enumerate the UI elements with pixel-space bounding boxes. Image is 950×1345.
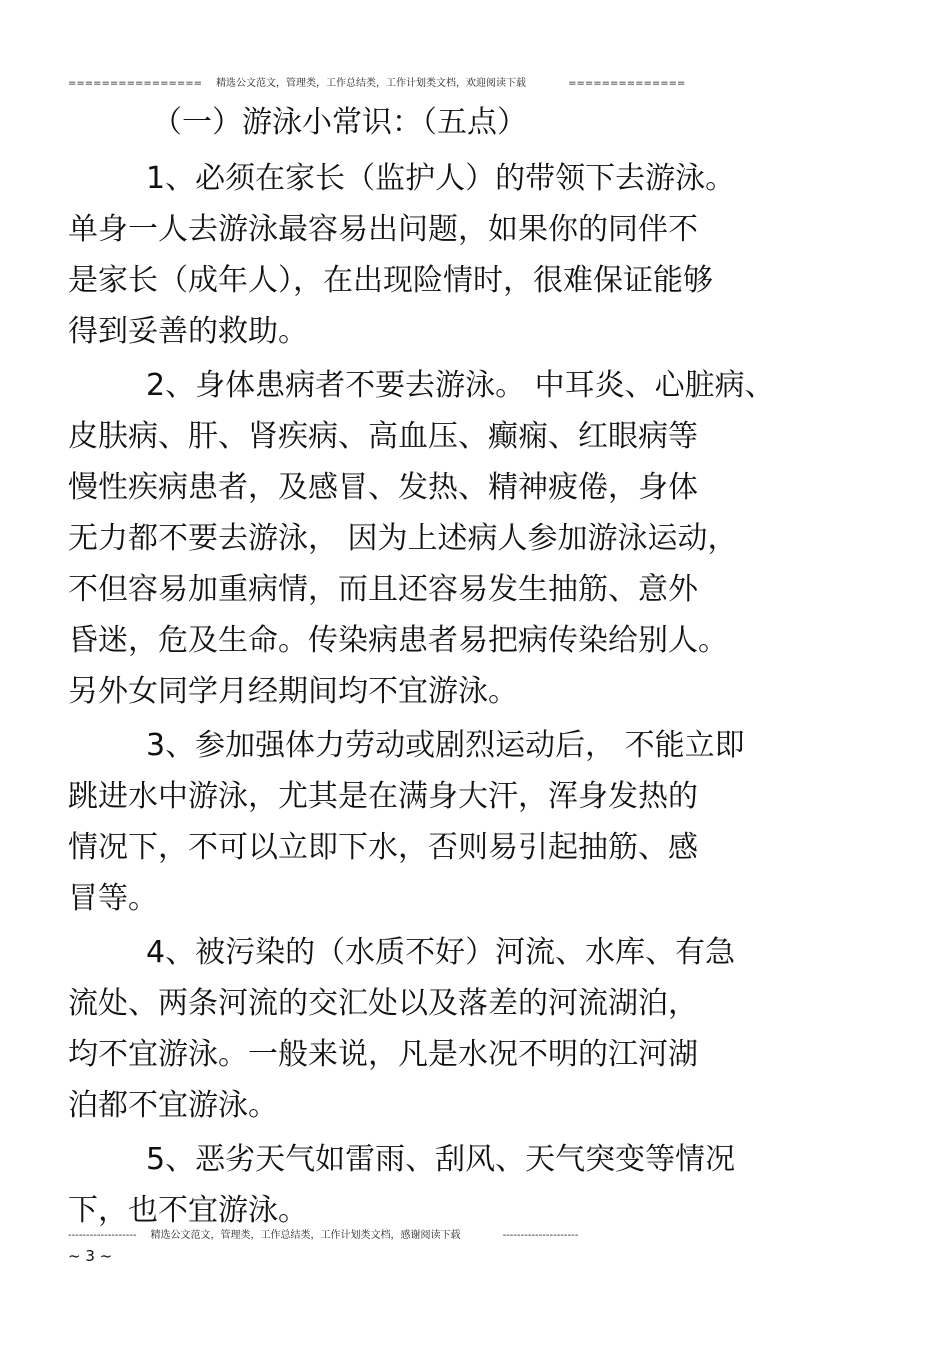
paragraph-line: 泊都不宜游泳。 [68, 1088, 278, 1123]
paragraph-line: 下，也不宜游泳。 [68, 1193, 308, 1228]
paragraph-line: 得到妥善的救助。 [68, 314, 308, 349]
paragraph-line: 3、参加强体力劳动或剧烈运动后， 不能立即 [146, 728, 745, 763]
page-number: ~ 3 ~ [68, 1247, 113, 1265]
paragraph-line: 跳进水中游泳，尤其是在满身大汗，浑身发热的 [68, 779, 698, 814]
paragraph-line: 1、必须在家长（监护人）的带领下去游泳。 [146, 161, 736, 196]
paragraph-line: 情况下，不可以立即下水，否则易引起抽筋、感 [68, 830, 698, 865]
paragraph-line: 另外女同学月经期间均不宜游泳。 [68, 674, 518, 709]
paragraph-line: 单身一人去游泳最容易出问题，如果你的同伴不 [68, 212, 698, 247]
footer-text: 精选公文范文，管理类，工作总结类，工作计划类文档，感谢阅读下载 [150, 1230, 461, 1241]
document-body [68, 96, 888, 1236]
paragraph-line: 昏迷，危及生命。传染病患者易把病传染给别人。 [68, 623, 728, 658]
header-right-rule: ============== [568, 78, 686, 89]
paragraph-line: 流处、两条河流的交汇处以及落差的河流湖泊， [68, 986, 698, 1021]
paragraph-1 [68, 153, 888, 357]
paragraph-line: 不但容易加重病情，而且还容易发生抽筋、意外 [68, 572, 698, 607]
paragraph-5 [68, 1134, 888, 1236]
page-header [68, 74, 685, 89]
paragraph-line: 均不宜游泳。一般来说，凡是水况不明的江河湖 [68, 1037, 698, 1072]
paragraph-line: 2、身体患病者不要去游泳。 中耳炎、心脏病、 [146, 368, 775, 403]
section-title: （一）游泳小常识：（五点） [152, 105, 527, 140]
paragraph-line: 慢性疾病患者，及感冒、发热、精神疲倦，身体 [68, 470, 698, 505]
paragraph-line: 冒等。 [68, 881, 158, 916]
paragraph-2 [68, 360, 888, 717]
footer-right-rule: --------------------- [502, 1230, 579, 1241]
paragraph-line: 4、被污染的（水质不好）河流、水库、有急 [146, 935, 736, 970]
paragraph-line: 5、恶劣天气如雷雨、刮风、天气突变等情况 [146, 1142, 736, 1177]
header-left-rule: ================ [68, 78, 203, 89]
paragraph-4 [68, 927, 888, 1131]
paragraph-line: 无力都不要去游泳， 因为上述病人参加游泳运动， [68, 521, 738, 556]
paragraph-line: 是家长（成年人），在出现险情时，很难保证能够 [68, 263, 713, 298]
header-text: 精选公文范文，管理类，工作总结类，工作计划类文档，欢迎阅读下载 [216, 78, 527, 89]
paragraph-3 [68, 720, 888, 924]
page-footer [68, 1226, 578, 1241]
paragraph-line: 皮肤病、肝、肾疾病、高血压、癫痫、红眼病等 [68, 419, 698, 454]
footer-left-rule: ------------------- [68, 1230, 137, 1241]
